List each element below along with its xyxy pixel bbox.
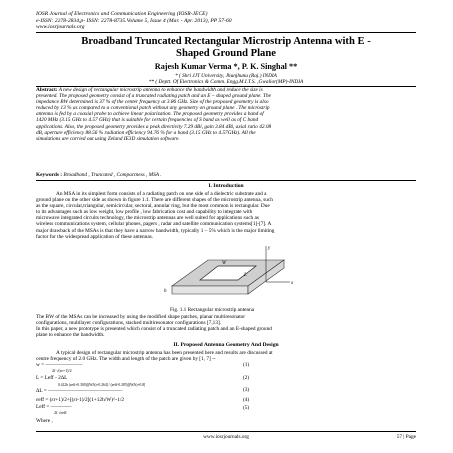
substrate-front bbox=[172, 286, 248, 294]
patch-length-label: L bbox=[244, 273, 247, 278]
affiliation-1: * ( Shri JJT University, Jhunjhunu (Raj.) INDIA bbox=[175, 73, 277, 79]
section-1-heading: I. Introduction bbox=[208, 183, 244, 189]
section-2-para bbox=[36, 350, 416, 362]
abstract-line: impedance BW determined is 37 % of the center frequency at 3.86 GHz. Size of the proposed geometry is also bbox=[36, 99, 269, 106]
section-1-para-1 bbox=[36, 191, 416, 240]
body-line: A typical design of rectangular microstrip antenna has been presented here and results are discussed at bbox=[56, 350, 273, 356]
section-2-heading: II. Proposed Antenna Geometry And Design bbox=[173, 342, 279, 348]
body-line: configurations, multilayer configurations, stacked multiresonator configurations [7,13]. bbox=[36, 320, 222, 327]
body-line: to its advantages such as low weight, low profile , low fabrication cost and capability to integrate with bbox=[36, 209, 253, 216]
equation-2-number: (2) bbox=[243, 375, 250, 381]
keywords bbox=[36, 172, 416, 178]
equation-2: L = Leff - 2ΔL bbox=[36, 375, 68, 381]
abstract-line: reduced by 13 % as compared to a conventional patch without any geometry on ground plane . The microstrip bbox=[36, 105, 270, 112]
patch-width-label: W bbox=[222, 261, 227, 266]
paper-title bbox=[36, 36, 416, 60]
equation-3-number: (3) bbox=[243, 387, 250, 393]
where-text: Where , bbox=[36, 418, 53, 424]
journal-name: IOSR Journal of Electronics and Communication Engineering (IOSR-JECE) bbox=[36, 11, 208, 17]
axis-label-x: x bbox=[291, 281, 294, 286]
footer-rule bbox=[36, 431, 416, 432]
affiliation-2: ** ( Deptt. Of Electronics & Comm. Engg.M.I.T.S. ,Gwalior(MP)-INDIA bbox=[148, 79, 304, 85]
equation-fraction: 0.412h (εeff+0.300)[(W/h)+0.264] / (εeff-0.285)[(W/h)+0.8] bbox=[58, 383, 146, 387]
equation-4-number: (4) bbox=[243, 397, 250, 403]
body-line: ground plane on the other side as shown in figure 1.1. There are different shapes of the microstrip antenna, such bbox=[36, 197, 273, 204]
journal-issn: e-ISSN: 2278-2834,p- ISSN: 2278-8735.Volume 5, Issue 4 (Mar. - Apr. 2013), PP 57-60 bbox=[36, 17, 232, 24]
title-line-2: Shaped Ground Plane bbox=[176, 48, 276, 59]
body-line: factor for the widespread application of these antennas. bbox=[36, 233, 154, 240]
microstrip-antenna-figure bbox=[158, 242, 298, 306]
section-1-para-2 bbox=[36, 314, 416, 338]
journal-header bbox=[36, 11, 232, 31]
equation-4: εeff = (εr+1)/2+[(εr-1)/2](1+12h/W)^-1/2 bbox=[36, 397, 124, 403]
abstract-line: simulations are carried out using Zeland IE3D simulation software. bbox=[36, 135, 180, 142]
substrate-height-label: h bbox=[164, 289, 167, 294]
body-line: microwave integrated circuits technology, the microstrip antennas are well suited for applications such as bbox=[36, 215, 259, 222]
equation-text: Leff = ―――― bbox=[36, 404, 72, 410]
equation-3 bbox=[36, 382, 145, 394]
abstract-line: A new design of rectangular microstrip antenna to enhance the bandwidth and reduce the size is bbox=[58, 87, 263, 93]
body-line: An MSA in its simplest form consists of a radiating patch on one side of a dielectric substrate and a bbox=[56, 191, 267, 197]
figure-caption: Fig. 1.1 Rectangular microstrip antenna bbox=[170, 307, 255, 313]
header-rule bbox=[36, 32, 416, 33]
abstract bbox=[36, 87, 416, 142]
body-line: wireless communications system, cellular phones, pagers , radar and satellite communication systems[1]-[7]. A bbox=[36, 221, 272, 228]
body-line: In this paper, a new prototype is presented which consist of a truncated radiating patch and an E-shaped ground bbox=[36, 326, 272, 333]
abstract-line: antenna is fed by a coaxial probe to achieve linear polarization. The proposed geometry provides a band of bbox=[36, 111, 264, 118]
equation-denominator: 2f √εeff bbox=[54, 410, 67, 415]
equation-1-number: (1) bbox=[243, 362, 250, 368]
title-line-1: Broadband Truncated Rectangular Microstrip Antenna with E - bbox=[81, 36, 371, 47]
equation-5 bbox=[36, 404, 72, 416]
equation-text: ΔL = ―――――――――――――― bbox=[36, 388, 123, 394]
body-line: The BW of the MSAs can be increased by using the modified shape patches, planar multiresonator bbox=[36, 314, 246, 320]
journal-url[interactable]: www.iosrjournals.org bbox=[36, 24, 85, 31]
footer-page-number: 57 | Page bbox=[396, 434, 416, 440]
abstract-line: applications. Also, the proposed geometry provides a peak directivity 7.29 dBi, gain 3.84 dBi, axial ratio 42.08 bbox=[36, 123, 272, 130]
abstract-label: Abstract: bbox=[36, 87, 58, 93]
abstract-bottom-rule bbox=[36, 180, 416, 181]
equation-text: w = ――――――― bbox=[36, 362, 83, 368]
keywords-text: Broadband , Truncated , Compactness , MSA . bbox=[63, 172, 162, 178]
abstract-line: 1420 MHz (3.15 GHz to 4.57 GHz) that is suitable for certain frequencies of S band as well as of C band bbox=[36, 117, 259, 124]
body-line: major drawback of the MSAs is that they have a narrow bandwidth, typically 1 – 5% which is the major limiting bbox=[36, 227, 275, 234]
equation-denominator: 2f √(εr+1)/2 bbox=[52, 368, 72, 373]
abstract-line: presented. The proposed geometry consist of a truncated radiating patch and an E – shaped ground plane. The bbox=[36, 93, 271, 100]
body-line: centre frequency of 2.0 GHz. The width and length of the patch are given by [1, 7] -- bbox=[36, 356, 216, 363]
body-line: plane to enhance the bandwidth. bbox=[36, 332, 105, 339]
abstract-line: dB, aperture efficiency 88.56 % radiation efficiency 94.76 % for a band (3.15 GHz to 4.57GHz). All the bbox=[36, 129, 256, 136]
equation-5-number: (5) bbox=[243, 405, 250, 411]
keywords-label: Keywords : bbox=[36, 172, 63, 178]
equation-1 bbox=[36, 362, 83, 374]
paper-authors: Rajesh Kumar Verma *, P. K. Singhal ** bbox=[154, 62, 298, 71]
footer-url[interactable]: www.iosrjournals.org bbox=[203, 434, 249, 440]
axis-label-y: y bbox=[268, 246, 271, 251]
body-line: as the square, circular,triangular, semicircular, sectoral, annular ring, but the most common is rectangular. Due bbox=[36, 203, 270, 210]
